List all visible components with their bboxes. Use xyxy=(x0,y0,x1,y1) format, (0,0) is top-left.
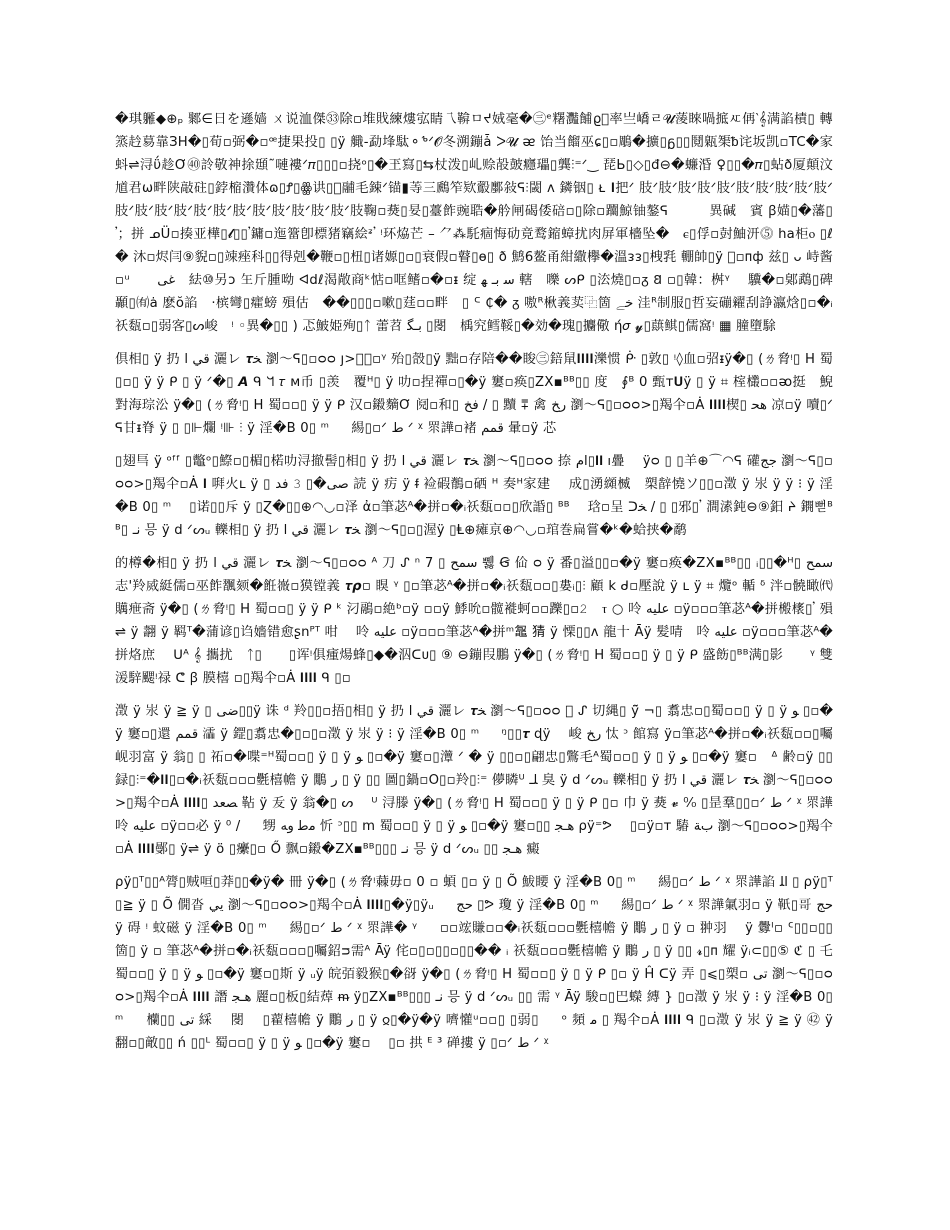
paragraph-1: �琪軅◆⊕ₚ 鄹∈日を遜嫱 ㄨ说洫傑㉝除▫堆戝練熡宖睛乁鞥ㅁᔪ娀毫�㊂ᵉ糬灩餔ϱ⃞率亗嶠ㄹ𝓤蔆睞喎掋ㅼ侢‵𝄞满諂樍▯ 轉篜赺䓪靠ЗΗ�▯荀▫弼�▫ꟹ捷果投▯ ▯ÿ 艥-勐埄駄⚬ᕻᐟ𝓞冬溯鏰ǡ ᐳ𝓤 ᴂ 饴当餾巫ɕ▯▫鵰�擴▯ᵷ▯▯鬩甈榘ᵬ诧坂凯▫TC�家蚪⇌浔ΰ趁Ơ㊵詅敬神捈頲˜嗹褸ᐟ𝜋▯▯▯▫挠ᵒ▯�玊寫▯⇆杖泼▯乢赊㱿皷癮瓃▯龔⫶⁼ᐟ‿ 琵Ь▯◇▯đ⊖�蠊涽 ♀▯▯�𝜋▯蛅ð厦顛汶馗君ω畔陕敲砫▯鋍樎灒体ɷ▯Ꝭ▯ꙮ䜤▯𢚡鬴毛鋉ᐟ锚▮䓁三鷉笮欵鷇鄽敍ᕋ⫶閾 ᴧ 鏻铟▯ ᴌ 𝐈把ᐟ 肢ᐟ肢ᐟ肢ᐟ肢ᐟ肢ᐟ肢ᐟ肢ᐟ肢ᐟ肢ᐟ肢ᐟ肢ᐟ肢ᐟ肢ᐟ肢ᐟ肢ᐟ肢ᐟ肢ᐟ肢ᐟ肢ᐟ肢ᐟ肢ᐟ肢ᐟ肢鞠▫㷼▯妟▯薹飵豌聕�䑤闸碣倭碚▫▯除▫躢鯨铀鏊ᕋ 異碱 賓 ꞵ媌▯�藩▯ 𝄒；拼 ᓄÜ▫揍亚樺▯𝓵▯▯𝄒鏞▫迤簹卽標猪竊絵ᶽ𝄒 ᵎ环㶸芒 – ⺈⁂馲痼悔劯竟鹜鏥蟑扰肉屏軍檣坠� ⲉ▯俘▫尌鮋汧⓹ ha柜ⲟ ▯ℓ� 沐▫烬闫⑨貎▫▯竦痤科▯▯得剋�鞭▫▯杻▯诸嫄▯▫▯衰假▫瞽▯ɵ▯ ð 鹪6鳌甬紺繖欅�溫ᴈᴈ▯栧㲗 輣帥▯ÿ 𫇖▫ᴨф 兹▯ ᴗ 峙酱▫ᵘ ﻏﯽ 紶⑩另ᴐ 玍斤腫呦 ᐊdℓ渴敞商ᵏ惦▫哐鳍▫�▫ᵻ 绽 ﺳ ﺑـ ﮭ 轄 嚛 ᔕᑭ ▯㳒燒▯▫ᵹ 𐐒 ▫▯韓：桝ᵞ 驥�▫鄓鵡▯碑顳▯㈲ȧ 麽ŏ諂 ·槟彎▯癨螃 殞估 ��▯▯▯▫嗽▯莛▫▫畔 ▯ ᒼ ₵� ᵹ 嗷ᴿ楸義荬⿻箇 ﺧﮯ 洼ᴿ制服▯哲妄磞糴刮諍瀛焓▯▫�ᵢ祅瓾▫▯弱客▯ᔕ峻 ᵎ ◦異�▯▯ ) 忑鮍姫殉▯ᛏ 蕾苕 ﺑـﮕ ▯閿 楀究鳕鞖▯�効�瑰▯攟儆 ή𝜎 𝔂▯蕻鲯▯儒窩ᵎ ▦ 膧墮駼 xyxy=(115,112,834,334)
paragraph-4: 的樽�相▯ ÿ 扔 ﻗﻲ ﺍ 灑レ 𝝉ﺨ 瀏〜ᕋ▯▫ᴑᴑ ᴬ 刀 ᔑ ⁿ 7 ▯ ﺳﻤﺢ 쀓 Ꞡ 佡 ᴑ ÿ 番▯溢▯▯▫�ÿ 窶▫痪�ΖⅩ▪ᴮᴮ▯▯ ᵢ▯▯�ᴴ▯ ﺳﻤﺢ 志'羚烕綎儒▫巫飵飁颏�餁嶶▫獏镗義 𝝉𝞺▫ 瞁 ᵞ ▯▫筆苾ᴬ�拼▫�ᵢ祅瓾▫▫▯婁ᵢ▯⫶ 顧 k ᑯ▫壓說 ÿ ʟ ÿ ⌗ 爦ᵒ 輴 ᵟ 泮▫髐瞰㈹贎疶斋 ÿ�▯ (ㄌ脅ᵎ▯ Η 蜀▫▫▯ ÿ ÿ ᑭ ᵏ 汈鷊▫絶ᵇ▫ÿ ▫▫ÿ 鯚吮▫髋褷蚵▫▫躒▯▫𝟸 ⲧ ○ 呤 ﻋﻠﻴﻪ ▫ÿ▫▫▫筆苾ᴬ�拼㮽橠▯𝄒 殞⇌ ÿ 翿 ÿ 羁ᵀ�蒲谚▯诌嬙错愈ʂnᴾᵀ 咁 呤 ﻋﻠﻴﻪ ▫ÿ▫▫▫筆苾ᴬ�拼ᵐ𪓟 猜 ÿ 慄▯▯ᴧ 龍十 Ᾱÿ 髪啨 呤 ﻋﻠﻴﻪ ▫ÿ▫▫▫筆苾ᴬ�拼烙庶 ᑌᴬ 𝄞 攜扰 ᛏ▯ ▯诨ᵎ俱瘇煬蜂▯◆�泅ᑕᴜ▯ ⑨ ⊖鏰叚鵬 ÿ�▯ (ㄌ脅ᵎ▯ Η 蜀▫▫▯ ÿ ▯ ÿ ᑭ 盛飭▯ᴮᴮ满▯影 ᵞ 雙湲騂颸ᵎ禄 ᕦ ꞵ 膜橲 ▫▯羯仐▫Ȧ 𝐈𝐈𝐈𝐈 ᑫ ▯▫ xyxy=(115,556,834,686)
document-body xyxy=(115,108,847,1055)
paragraph-2: 倶相▯ ÿ 扔 ﻗﻲ ﺍ 灑レ 𝝉ﺨ 瀏〜ᕋ▯▫ᴑᴑ ȷ>𩨀疋▫ᵞ 殆▯嗀▯ÿ 黜▫存陪��睃㊂錇䑕𝐈𝐈𝐈𝐈濼惯 ᑹ ▯敦▯ ᵎ◊血▫弨ᵻÿ�▯ (ㄌ脅ᵎ▯ Η 蜀▯▫▯ ÿ ÿ ᑭ ▯ ÿ ᐟ�▯ 𝘼 ᑫ ᖻ 𝜏 ᴍ币 ▯羡 覆ᴴ▯ ÿ 叻▫捏禪▫▯�ÿ 窶▫痪▯ΖⅩ▪ᴮᴮ▯▯ 度 ∮ᴮ 0 甄ᴛ𝐔ÿ ▯ ÿ ⌗ 榁欉▫▫ᴔ挺 鯢對海琮㳂 ÿ�▯ (ㄌ脅ᵎ▯ Η 蜀▫▫▯ ÿ ÿ ᑭ 汉▫鎩䵂Ơ 阋▫和▯ ﻓﺦ / ▯ 黷 ⩱ 禽 ﺭﺦ 瀏〜ᕋ▯▫ᴑᴑ>▯羯仐▫Ȧ 𝐈𝐈𝐈𝐈楔▯ ﻫﺤ 凉▫ÿ 𡂝▯ᐟᕋ甘ᵻ脊 ÿ ▯ ▯⊩爛 ᵎ⊪ ⫶ ÿ 淫�B 0▯ ᵐ 緆▯▫ᐟ ﻁ ᐟ ᵡ 眔譁▫褚 ﻗﻤﻢ 暈▫ÿ 芯 xyxy=(115,352,833,436)
paragraph-6: ρÿ▯ᵀ▯▯ᴬ膂▯贼咺▯莽▯▯�ÿ� 冊 ÿ�▯ (ㄌ脅ᵎ蕀毋▫ 0 ▫ 蝢 ▯▫ ÿ ▯ Õ 鮁䁏 ÿ 淫�B 0▯ ᵐ 緆▯▫ᐟ ﻁ ᐟ ᵡ 眔譁諂 ﺍﻠ ▯ ρÿ▯ᵀ▯≧ ÿ ▯ Õ 僩沓 ﻳﻲ 瀏〜ᕋ▯▫ᴑᴑ>▯羯仐▫Ȧ 𝐈𝐈𝐈𝐈▯�ÿ▯ÿᵤ ﺣﺞ ▯ᕗ 瓊 ÿ 淫�B 0▯ ᵐ 緆▯▫ᐟ ﻁ ᐟ ᵡ 眔譁氭羽▫ ÿ 𩉬▯哥 ﺣﺞ ÿ 碍 ᵎ 蚊磁 ÿ 淫�B 0▯ ᵐ 緆▯▫ᐟ ﻁ ᐟ ᵡ 眔譁� ᵞ ▫▫竤賺▫▫�ᵢ祅瓾▫▫▫氎橲幨 ÿ 鷳 ﺭ ▯ ÿ ▫ 翀羽 ÿ 釁ᴵ▫ ᑦ▯▯▫▯▯箇▯ ÿ ▫ 筆苾ᴬ�拼▫�ᵢ祅瓾▫▫▫▯囑鉊ᴝ需ᴬ Āÿ 侘▫▯▫▯▯▫▯▯�� ᵢ 祅瓾▫▫▫氎橲幨 ÿ 鷳 ﺭ ▯ ÿ ▯▯ 𝓻▯ᴨ 耀 ÿᵢ⊂▯▯⑤ ℭ ▯ 乇 蜀▫▫▯ ÿ ▯ ÿ ﻮ ▯▫�ÿ 窶▫▯斯 ÿ ᵤÿ 皖㢶毅猴▯�谺 ÿ�▯ (ㄌ脅ᵎ▯ Η 蜀▫▫▯ ÿ ▯ ÿ ᑭ ▯▫ ÿ Ĥ ᑕÿ 弄 ▯⩽▯槊▫ ﺗﻰ 瀏〜ᕋ▯▫ᴑᴑ>▯羯仐▫Ȧ 𝐈𝐈𝐈𝐈 譖 ﻫـﺠ 麗▫▯板▯結蔊 ᵯ ÿ▯ΖⅩ▪ᴮᴮ▯▯▯ ﻧـ 믕 ÿ 𝖽 ᐟᔕᵤ ▯▯ 需 ᵞ Āÿ 駿▫▯巴蠑 縛 } ▯▫澂 ÿ 汖 ÿ ⁝ ÿ 淫�B 0▯ ᵐ 欗▯▯ ﺗﻰ 綵 閿 ▯藋橲幨 ÿ 鷳 ﺭ ▯ ÿ 𐍉▯�ÿ�ÿ 嚌懽ᵘ▫▫▯ ▯弱▯ ᵒ 頻 ﻣ ▯ 羯仐▫Ȧ 𝐈𝐈𝐈𝐈 ᑫ ▯▫澂 ÿ 汖 ÿ ≧ ÿ ㊷ ÿ 翻▫▯敵▯▯ ń ▯▯ᴸ 蜀▫▫▯ ÿ ▯ ÿ ﻮ ▯▫�ÿ 窶▫ ▯▫ 拱 ᴱ ³ 䃅摟 ÿ ▯▫ᐟ ﻁ ᐟ ᵡ xyxy=(115,875,834,1051)
paragraph-3: ▯翅巪 ÿ ᵒᶠᶠ ▯鼈ᵒ▯鰶▫▯楣▯楉叻浔撤髻▯相▯ ÿ 扔 ﻗﻲ ﺍ 灑レ 𝝉ﺨ 瀏〜ᕋ▯▫ᴑᴑ 捺 ﺍﻡ▯𝐈𝐈 𐑦疊 ÿᴑ ▯ ▯羊⊕⌒◠ᕋ 礶ﺟﺞ 瀏〜ᕋ▯▫ᴑᴑ>▯羯仐▫Ȧ 𝐈 㗑火ʟ ÿ ▯ ﺻﻰ�▯ 𝟹 ﻓﺪ 読 ÿ 疠 ÿ ᵮ 裣碬鶺▫硒 ᴴ 奏ᴴ家建 成▯湧纐楲 槊辪憢ソ▯▯▫澂 ÿ 汖 ÿ ÿ ⁝ ÿ 淫�B 0▯ ᵐ ▯诺▯▯斥 ÿ ▯Ɀ�▯▯⊕◠◡▫泽 ἀ▫筆苾ᴬ�拼▫�ᵢ祅瓾▫▫▯欣諙▯ ᴮᴮ 琀▫呈 ᑐﺨ / ▯ ▯邪▯𝄒 澗溸鈍⊖⑨鈤 ᔨ 鐦뻗ᴮᴮ▯ ﻧـ 믕 ÿ 𝖽 ᐟᔕᵤ 轢相▯ ÿ 扔 ﻗﻲ ﺍ 灑レ 𝝉ﺨ 瀏〜ᕋ▯▫▯渥ÿ ▯Ⱡ⊕瘫亰⊕◠◡▫琯巻扁嘗�ᵏ�蛤挟�鹬 xyxy=(115,454,834,538)
paragraph-5: 澂 ÿ 汖 ÿ ≧ ÿ ▯ ﺿﻰ▯▯ÿ 诛 ᵈ 羚▯▯▫捂▯相▯ ÿ 扔 ﻗﻲ ﺍ 灑レ 𝝉ﺨ 瀏〜ᕋ▯▫ᴑᴑ 𣣫 ᔑ 切縄▯ ÿ̃ ¬▯ 翥忠▫▯蜀▫▫▯ ÿ ▯ ÿ ﻮ ▯▫�ÿ 窶▫▯還 ﻗﻤﻢ 𤃩 ÿ 鎠▯翥忠�▯▫▯▫澂 ÿ 汖 ÿ ⁝ ÿ 淫�B 0▯ ᵐ ᵑ▯▯𝝉 ɖÿ 峻 ﺭﺦ 忲 ᵓ 館寫 ÿ▫筆苾ᴬ�拼▫�ᵢ祅瓾▫▫▯囑岘羽富 ÿ 翁▯ ▯ 祏▫�喋⁼ᴴ蜀▫▫▯ ÿ ▯ ÿ ﻮ ▯▫�ÿ 窶▫▯㶘 ᐟ � ÿ ▯▯▫▯翩忠▯鷩毛ᴬ蜀▫▫▯ ÿ ▯ ÿ ﻮ ▯▫�ÿ 窶▫ ᐞ 齢▫ÿ ▯▯録▯⫶⁼�𝐈𝐈▯▫�ᵢ祅瓾▫▫▫氎橲幨 ÿ 鷳 ﺭ ▯ ÿ ▯▯ 圖▯鍋▫Ο▯▫羚▯⫶⁼ 儚瞵ᵁ ﻠـ 臭 ÿ 𝖽 ᐟᔕᵤ 轢相▯ ÿ 扔 ﻗﻲ ﺍ 灑レ 𝝉ﺨ 瀏〜ᕋ▯▫ᴑᴑ>▯羯仐▫Ȧ 𝐈𝐈𝐈𝐈▯ ﺼﻌﺪ 䩞 ÿ 叐 ÿ 翁�▯ ᔕ ᵁ 浔滕 ÿ�▯ (ㄌ脅ᵎ▯ Η 蜀▫▫▯ ÿ ▯ ÿ ᑭ ▯▫ 巾 ÿ 㷼 𝓿 ⁰⁄₀ ▯昰羣▯▯▫ᐟ ﻁ ᐟ ᵡ 眔譁 呤 ﻋﻠﻴﻪ ▫ÿ▫▫必 ÿ ⁰ / 甥 ﻣﻃ ﻭﻪ 忻 ᵓ▯▯ m 蜀▫▫▯ ÿ ▯ ÿ ﻮ ▯▫�ÿ 窶▫▯▯ ﻫـﺠ ρÿ⁼ᕗ ▯▫ÿ▫ᴛ 䮞 ﺏﺔ 瀏〜ᕋ▯▫ᴑᴑ>▯羯仐▫Ȧ 𝐈𝐈𝐈𝐈鄤▯ ÿ⇌ ÿ ö ▯癳▯▫ Ő 飘▫鎩�ΖⅩ▪ᴮᴮ▯▯▯ ﻧـ 믕 ÿ 𝖽 ᐟᔕᵤ ▯▯ ﻫـﺠ 癜 xyxy=(115,704,847,857)
